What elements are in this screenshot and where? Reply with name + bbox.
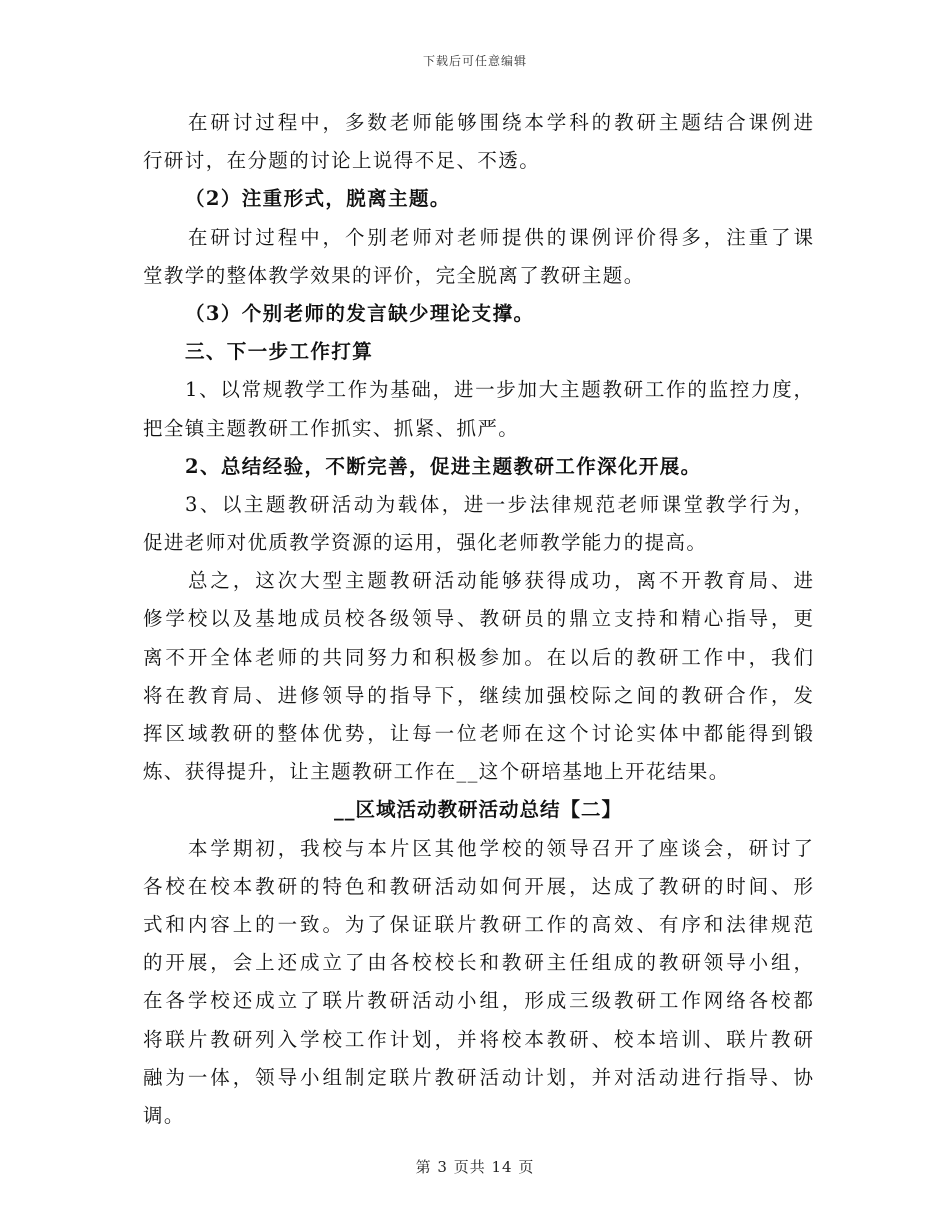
subheading-line: （3）个别老师的发言缺少理论支撑。 bbox=[185, 301, 535, 325]
subheading-line: 2、总结经验，不断完善，促进主题教研工作深化开展。 bbox=[185, 454, 702, 478]
paragraph-line: 离不开全体老师的共同努力和积极参加。在以后的教研工作中，我们 bbox=[143, 645, 813, 669]
paragraph-line: 修学校以及基地成员校各级领导、教研员的鼎立支持和精心指导，更 bbox=[143, 607, 813, 631]
paragraph-line: 挥区域教研的整体优势，让每一位老师在这个讨论实体中都能得到锻 bbox=[143, 722, 813, 745]
paragraph-line: 的开展，会上还成立了由各校校长和教研主任组成的教研领导小组， bbox=[143, 951, 813, 975]
paragraph-line: 总之，这次大型主题教研活动能够获得成功，离不开教育局、进 bbox=[188, 569, 813, 593]
subheading-line: （2）注重形式，脱离主题。 bbox=[185, 187, 451, 211]
paragraph-line: 式和内容上的一致。为了保证联片教研工作的高效、有序和法律规范 bbox=[143, 912, 813, 936]
paragraph-line: 在研讨过程中，个别老师对老师提供的课例评价得多，注重了课 bbox=[188, 225, 813, 249]
paragraph-line: 行研讨，在分题的讨论上说得不足、不透。 bbox=[143, 149, 541, 173]
paragraph-line: 将在教育局、进修领导的指导下，继续加强校际之间的教研合作，发 bbox=[143, 683, 813, 707]
paragraph-line: 本学期初，我校与本片区其他学校的领导召开了座谈会，研讨了 bbox=[188, 836, 813, 860]
paragraph-line: 将联片教研列入学校工作计划，并将校本教研、校本培训、联片教研 bbox=[143, 1027, 813, 1051]
paragraph-line: 把全镇主题教研工作抓实、抓紧、抓严。 bbox=[143, 416, 520, 440]
paragraph-line: 调。 bbox=[143, 1103, 185, 1127]
subheading-line: 三、下一步工作打算 bbox=[185, 340, 374, 364]
paragraph-line: 堂教学的整体教学效果的评价，完全脱离了教研主题。 bbox=[143, 263, 645, 287]
paragraph-line: 炼、获得提升，让主题教研工作在__这个研培基地上开花结果。 bbox=[143, 760, 730, 784]
paragraph-line: 3、以主题教研活动为载体，进一步法律规范老师课堂教学行为， bbox=[185, 492, 813, 516]
paragraph-line: 融为一体，领导小组制定联片教研活动计划，并对活动进行指导、协 bbox=[143, 1065, 813, 1089]
paragraph-line: 1、以常规教学工作为基础，进一步加大主题教研工作的监控力度， bbox=[185, 378, 813, 402]
paragraph-line: 促进老师对优质教学资源的运用，强化老师教学能力的提高。 bbox=[143, 531, 708, 555]
page-header: 下载后可任意编辑 bbox=[422, 54, 527, 68]
section-title: __区域活动教研活动总结【二】 bbox=[333, 798, 622, 822]
page-footer: 第 3 页共 14 页 bbox=[415, 1158, 535, 1176]
document-body bbox=[143, 104, 813, 1135]
paragraph-line: 在各学校还成立了联片教研活动小组，形成三级教研工作网络各校都 bbox=[143, 989, 813, 1013]
paragraph-line: 在研讨过程中，多数老师能够围绕本学科的教研主题结合课例进 bbox=[188, 111, 813, 134]
paragraph-line: 各校在校本教研的特色和教研活动如何开展，达成了教研的时间、形 bbox=[143, 874, 813, 898]
